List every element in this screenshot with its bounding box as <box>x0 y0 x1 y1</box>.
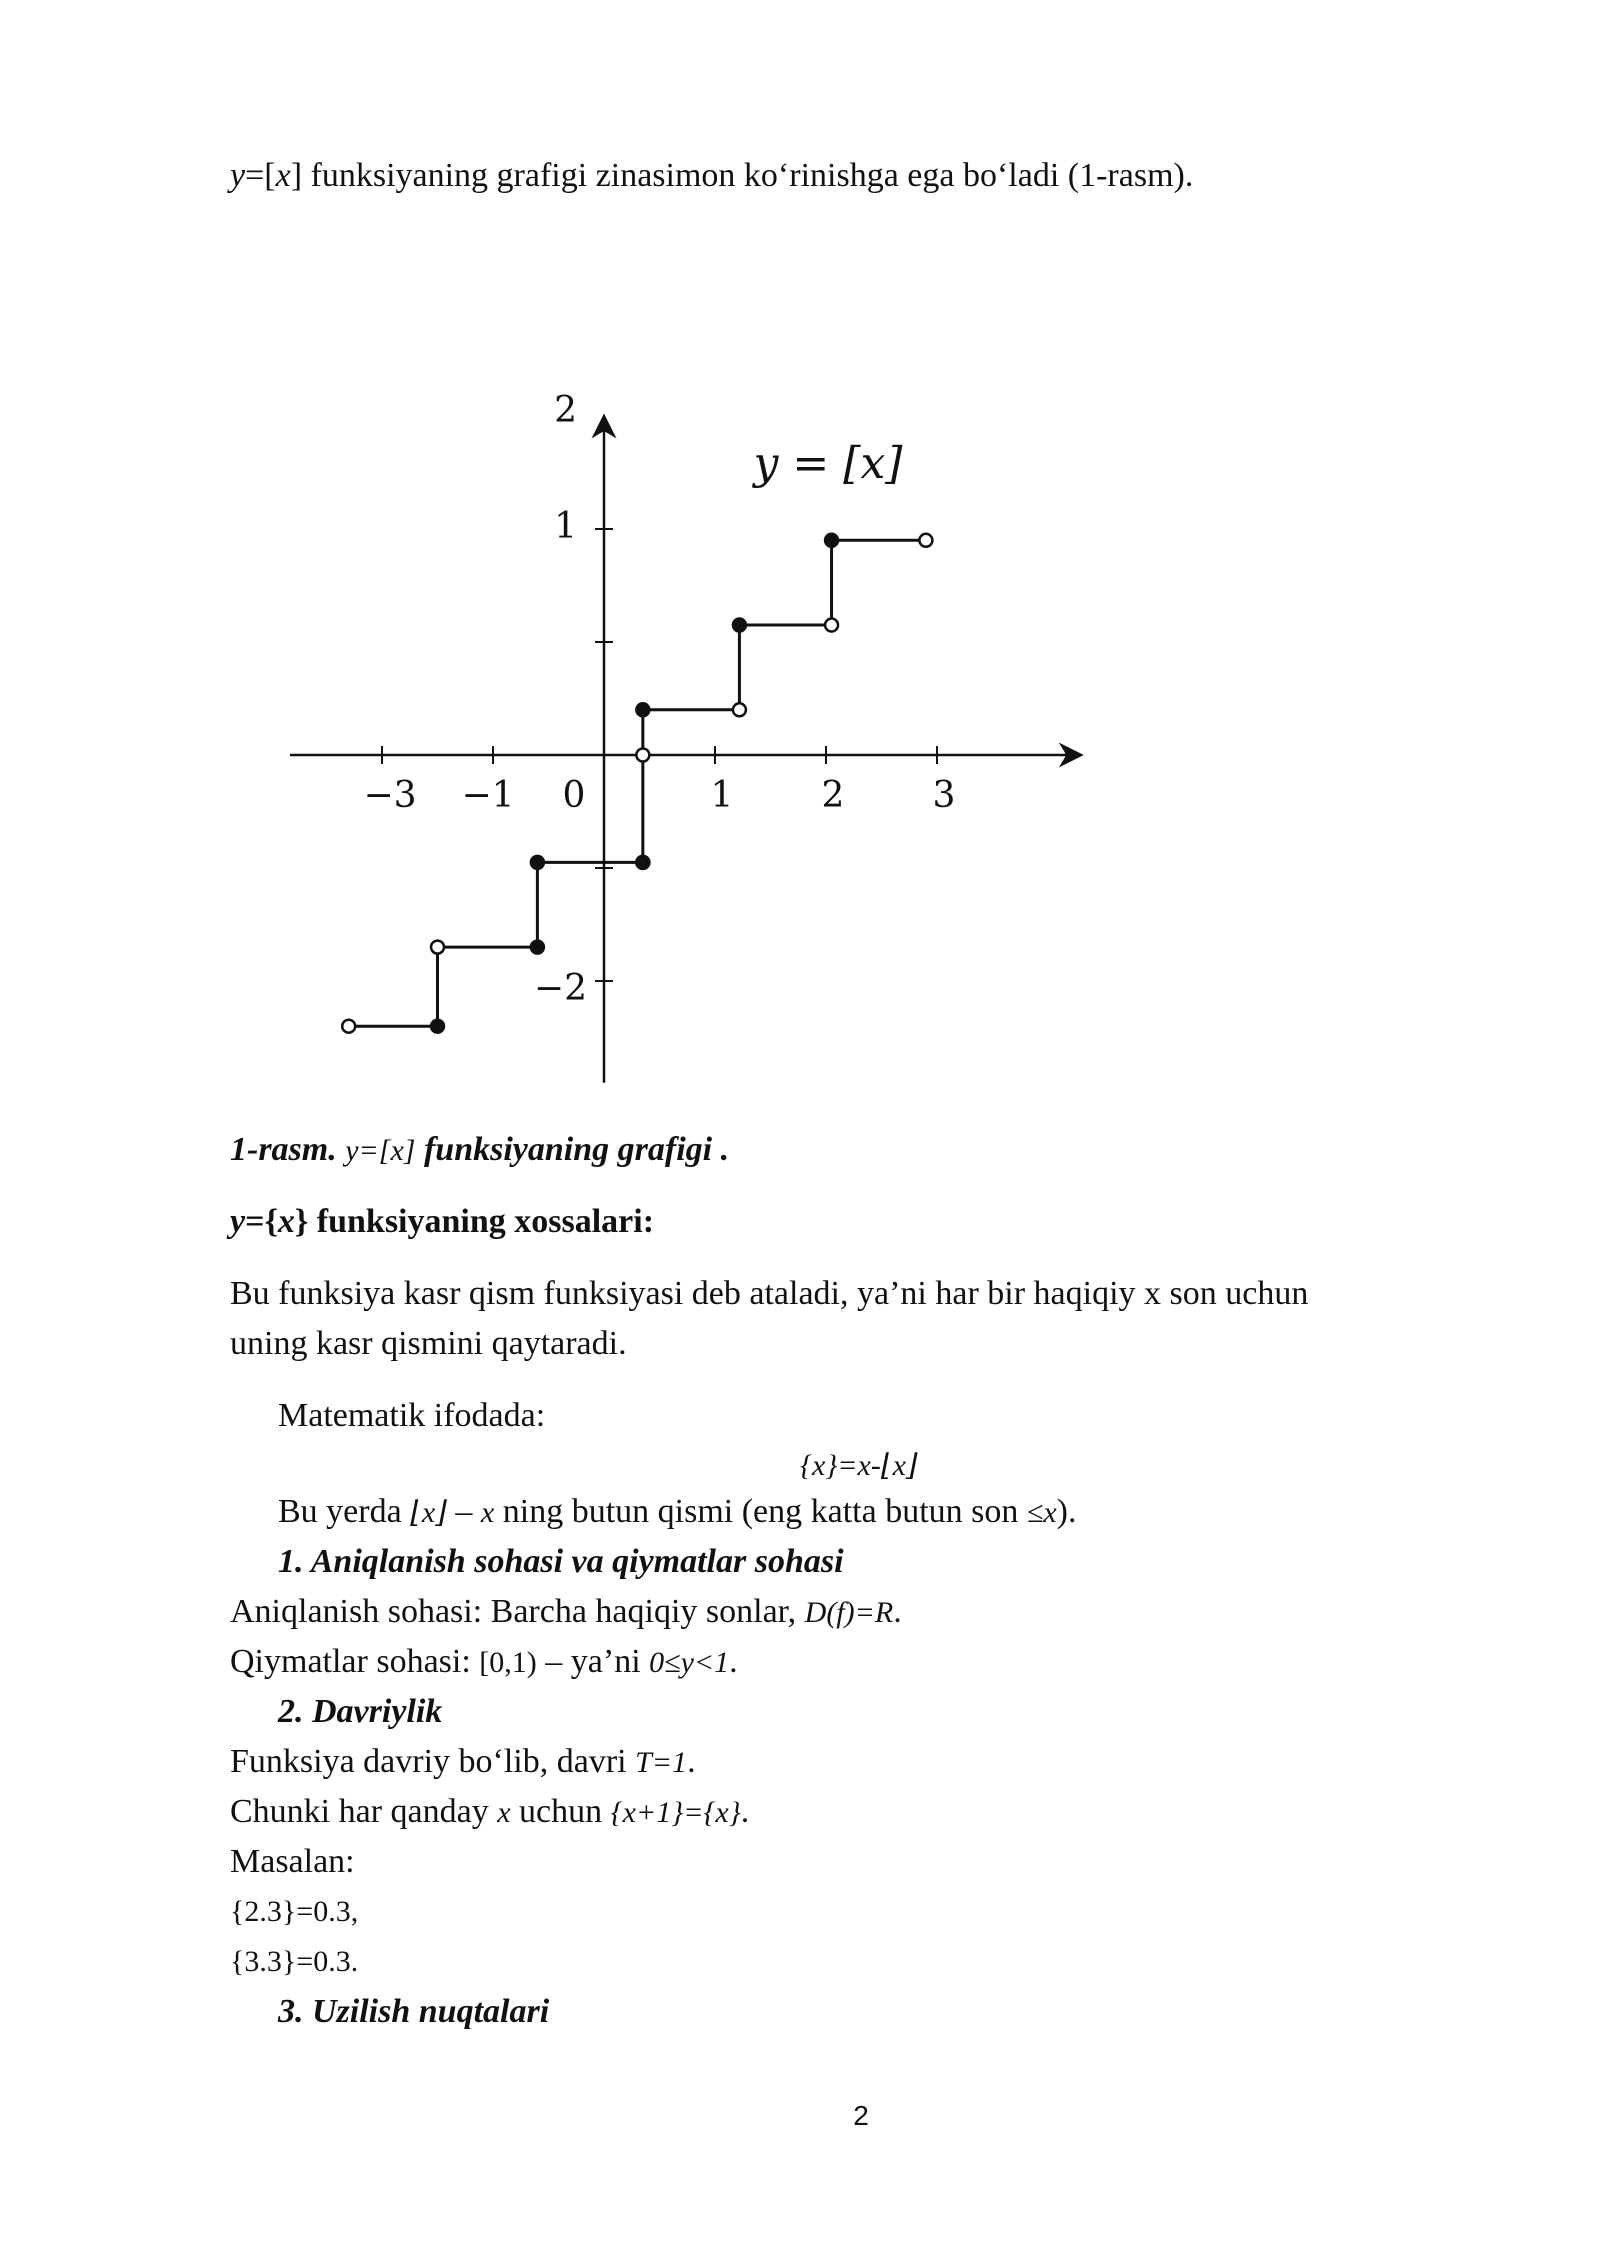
domain-line <box>230 1592 902 1633</box>
figure-caption <box>230 1130 729 1171</box>
paragraph-line-2: uning kasr qismini qaytaradi. <box>230 1325 627 1362</box>
closed-endpoint <box>733 619 746 632</box>
because-line <box>230 1792 749 1833</box>
le-formula: ≤x <box>1026 1496 1057 1529</box>
x-tick-label-neg3: −3 <box>363 775 417 816</box>
bu-yerda-dash: – <box>446 1493 481 1530</box>
because-end: . <box>740 1793 750 1830</box>
heading-y: y <box>230 1203 246 1240</box>
heading-mid: ={ <box>245 1203 278 1240</box>
intro-x: x <box>275 157 291 194</box>
example-label: Masalan: <box>230 1843 355 1880</box>
open-endpoint <box>342 1020 355 1033</box>
paragraph-line-1: Bu funksiya kasr qism funksiyasi deb ataladi, ya’ni har bir haqiqiy x son uchun <box>230 1275 1309 1312</box>
range-end: . <box>729 1643 738 1680</box>
expression-label: Matematik ifodada: <box>278 1397 546 1434</box>
heading-x: x <box>277 1203 295 1240</box>
properties-heading <box>230 1202 654 1242</box>
y-tick-label-neg2: −2 <box>533 968 587 1009</box>
y-tick-label-2: 2 <box>554 390 577 431</box>
range-mid: – ya’ni <box>536 1643 650 1680</box>
because-formula: {x+1}={x} <box>610 1796 741 1829</box>
intro-eq: =[ <box>245 157 276 194</box>
domain-pre: Aniqlanish sohasi: Barcha haqiqiy sonlar, <box>230 1593 805 1630</box>
bu-yerda-post: ning butun qismi (eng katta butun son <box>494 1493 1027 1530</box>
open-endpoint <box>733 703 746 716</box>
x-tick-label-2: 2 <box>821 775 845 816</box>
domain-end: . <box>893 1593 902 1630</box>
example-2: {3.3}=0.3. <box>230 1945 359 1978</box>
bu-yerda-line <box>278 1492 1077 1533</box>
x-tick-label-neg1: −1 <box>461 775 515 816</box>
intro-y: y <box>230 157 246 194</box>
step-function-graph <box>290 310 1090 1110</box>
closed-endpoint <box>431 1020 444 1033</box>
range-interval: [0,1) <box>479 1646 537 1679</box>
open-endpoint <box>636 749 649 762</box>
page-number: 2 <box>853 2100 869 2131</box>
closed-endpoint <box>636 703 649 716</box>
period-end: . <box>687 1743 696 1780</box>
range-line <box>230 1642 738 1683</box>
closed-endpoint <box>825 534 838 547</box>
bu-yerda-end: ). <box>1056 1493 1077 1530</box>
range-pre: Qiymatlar sohasi: <box>230 1643 480 1680</box>
graph-annotation: y = [x] <box>753 438 903 489</box>
range-inequality: 0≤y<1 <box>649 1646 730 1679</box>
domain-formula: D(f)=R <box>804 1596 894 1629</box>
section-1-title: 1. Aniqlanish sohasi va qiymatlar sohasi <box>278 1543 844 1580</box>
caption-text: funksiyaning grafigi . <box>423 1131 730 1168</box>
section-3-title: 3. Uzilish nuqtalari <box>278 1993 550 2030</box>
period-line <box>230 1742 696 1783</box>
intro-rest: ] funksiyaning grafigi zinasimon ko‘rinishga ega bo‘ladi (1-rasm). <box>290 157 1194 194</box>
period-pre: Funksiya davriy bo‘lib, davri <box>230 1743 636 1780</box>
bu-yerda-x: x <box>480 1496 495 1529</box>
x-tick-label-3: 3 <box>932 775 956 816</box>
example-1: {2.3}=0.3, <box>230 1895 359 1928</box>
because-x: x <box>497 1796 511 1829</box>
because-pre: Chunki har qanday <box>230 1793 498 1830</box>
because-mid: uchun <box>510 1793 611 1830</box>
period-formula: T=1 <box>635 1746 688 1779</box>
closed-endpoint <box>531 941 544 954</box>
caption-formula: y=[x] <box>345 1134 416 1167</box>
open-endpoint <box>919 534 932 547</box>
section-2-title: 2. Davriylik <box>278 1693 443 1730</box>
bu-yerda-pre: Bu yerda <box>278 1493 411 1530</box>
caption-number: 1-rasm. <box>230 1131 337 1168</box>
axes <box>290 416 1081 1083</box>
intro-sentence <box>230 156 1193 196</box>
open-endpoint <box>825 619 838 632</box>
closed-endpoint <box>636 856 649 869</box>
x-tick-label-1: 1 <box>710 775 734 816</box>
floor-formula: ⌊x⌋ <box>410 1496 447 1529</box>
closed-endpoint <box>531 856 544 869</box>
y-tick-label-1: 1 <box>554 506 577 547</box>
open-endpoint <box>431 941 444 954</box>
x-tick-label-0: 0 <box>562 775 586 816</box>
heading-rest: } funksiyaning xossalari: <box>294 1203 655 1240</box>
main-formula: {x}=x-⌊x⌋ <box>800 1449 918 1482</box>
